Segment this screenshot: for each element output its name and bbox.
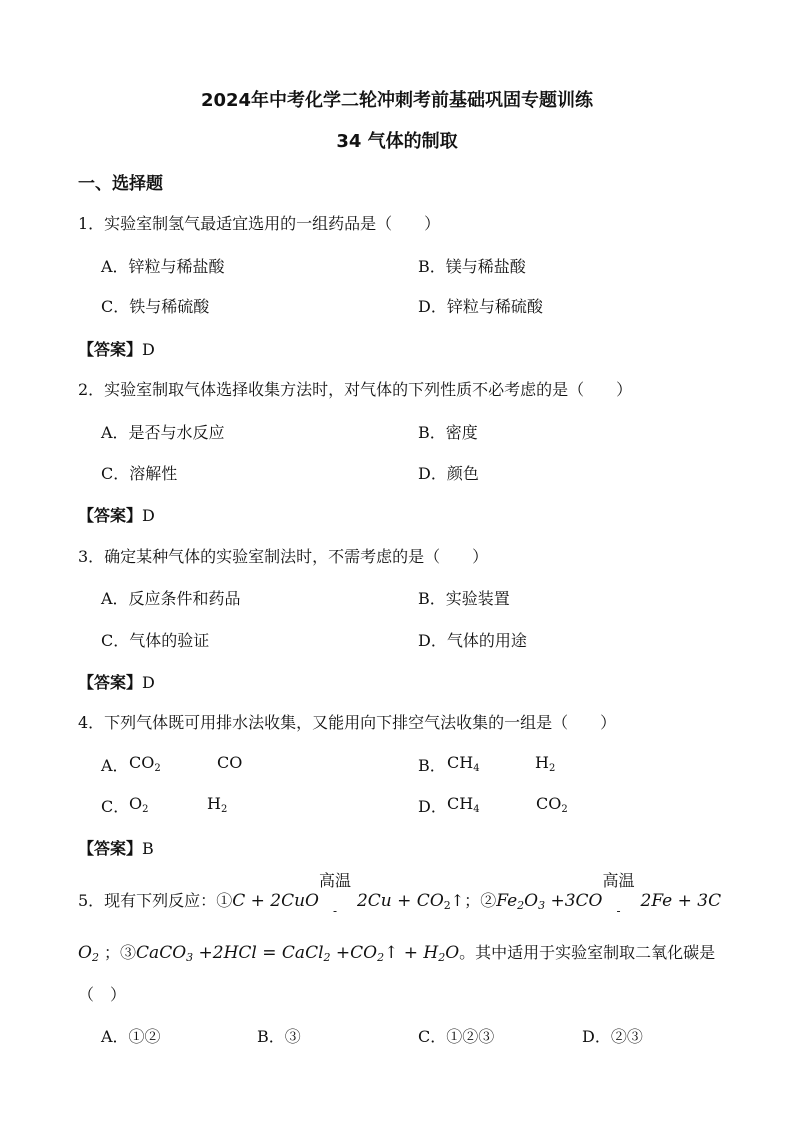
question-3-stem: 3．确定某种气体的实验室制法时，不需考虑的是（ ） (78, 547, 489, 566)
reaction-1-marker: ① (216, 891, 233, 910)
question-4-stem: 4．下列气体既可用排水法收集，又能用向下排空气法收集的一组是（ ） (78, 713, 617, 732)
question-5-option-c: C．①②③ (418, 1027, 495, 1046)
question-4-option-d-label: D． (418, 797, 447, 816)
answer-label: 【答案】 (78, 506, 143, 525)
question-1-option-a: A．锌粒与稀盐酸 (101, 257, 225, 276)
question-2-answer (78, 503, 155, 526)
reaction-2-marker: ② (480, 891, 497, 910)
answer-label: 【答案】 (78, 673, 143, 692)
question-1-stem: 1．实验室制氢气最适宜选用的一组药品是（ ） (78, 214, 441, 233)
question-1-option-b: B．镁与稀盐酸 (418, 257, 526, 276)
question-3-answer (78, 670, 155, 693)
question-4-option-c-formula-1: $O_2$ (129, 794, 149, 815)
answer-value: D (142, 506, 155, 525)
answer-label: 【答案】 (78, 340, 143, 359)
reaction-2-products: 2Fe + 3C (640, 891, 722, 911)
question-2-stem: 2．实验室制取气体选择收集方法时，对气体的下列性质不必考虑的是（ ） (78, 380, 633, 399)
question-5-option-d: D．②③ (582, 1027, 643, 1046)
question-3-option-a: A．反应条件和药品 (101, 589, 241, 608)
question-3-option-b: B．实验装置 (418, 589, 510, 608)
question-1-option-d: D．锌粒与稀硫酸 (418, 297, 543, 316)
question-2-option-b: B．密度 (418, 423, 478, 442)
reaction-1-products: $2Cu + CO_2$ (356, 891, 451, 912)
question-5-option-b: B．③ (257, 1027, 301, 1046)
document-title: 2024年中考化学二轮冲刺考前基础巩固专题训练 (200, 90, 594, 111)
question-2-option-c: C．溶解性 (101, 464, 178, 483)
reaction-1-reactants: C + 2CuO (232, 891, 319, 911)
document-subtitle: 34 气体的制取 (336, 131, 458, 152)
question-5-stem-line-1: 5．现有下列反应：①C + 2CuO 高温 - $2Cu + CO_2↑$；$②Fe_2O_3 +3CO$ 高温 - 2Fe + 3C (78, 871, 722, 918)
question-4-option-d-formula-2: $CO_2$ (536, 794, 568, 815)
question-4-option-a-formula-2: CO (217, 753, 243, 772)
reaction-2-condition: 高温 - (602, 871, 635, 918)
question-2-option-d: D．颜色 (418, 464, 479, 483)
reaction-3-equation: CaCO$_3$ +2HCl = CaCl$_2$ $+CO_2↑ + H_2O$ (136, 943, 460, 964)
question-3-option-c: C．气体的验证 (101, 631, 210, 650)
question-4-option-c-label: C． (101, 797, 130, 816)
question-2-option-a: A．是否与水反应 (101, 423, 225, 442)
reaction-1-condition: 高温 - (318, 871, 351, 918)
question-4-option-b-formula-2: $H_2$ (535, 753, 556, 774)
question-1-option-c: C．铁与稀硫酸 (101, 297, 210, 316)
question-4-option-a-formula-1: $CO_2$ (129, 753, 161, 774)
question-3-option-d: D．气体的用途 (418, 631, 527, 650)
reaction-2-products-continued: $O_2$ (78, 943, 99, 964)
question-5-stem-line-3: （ ） (78, 985, 127, 1004)
question-4-answer (78, 836, 154, 859)
reaction-3-marker: ③ (120, 943, 137, 962)
section-heading: 一、选择题 (78, 174, 163, 194)
question-4-option-b-formula-1: $CH_4$ (447, 753, 480, 774)
answer-value: B (142, 839, 154, 858)
question-4-option-a-label: A． (101, 756, 129, 775)
question-4-option-d-formula-1: $CH_4$ (447, 794, 480, 815)
reaction-2-reactants: $Fe_2O_3 +3CO$ (496, 891, 603, 912)
answer-value: D (142, 673, 155, 692)
question-5-option-a: A．①② (101, 1027, 161, 1046)
answer-value: D (142, 340, 155, 359)
question-4-option-b-label: B． (418, 756, 446, 775)
answer-label: 【答案】 (78, 839, 143, 858)
question-4-option-c-formula-2: $H_2$ (207, 794, 228, 815)
question-5-stem-line-2: $O_2$ ；③CaCO$_3$ +2HCl = CaCl$_2$ $+CO_2↑ + H_2O$。其中适用于实验室制取二氧化碳是 (78, 943, 716, 964)
question-1-answer (78, 337, 155, 360)
